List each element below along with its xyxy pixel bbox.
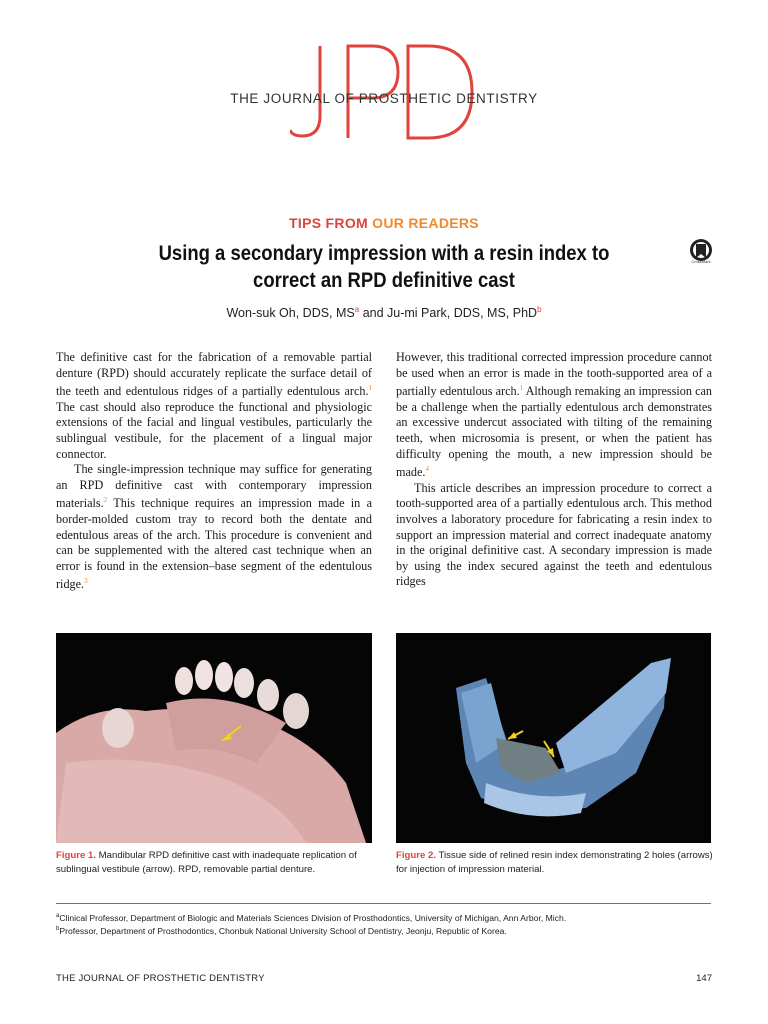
paragraph: This article describes an impression procedure to correct a tooth-supported area of a partially edentulous arch. This method involves a laboratory procedure for fabricating a resin index to support an impression material and correct inadequate anatomy in the original definitive cast. A secondary impression is made by using the index secured against the teeth and edentulous ridges xyxy=(396,480,712,589)
author-1-affiliation[interactable]: a xyxy=(354,305,360,314)
author-2: Ju-mi Park, DDS, MS, PhD xyxy=(387,306,538,321)
author-connector: and xyxy=(359,306,388,321)
journal-masthead xyxy=(0,38,768,148)
reference-link[interactable]: 2 xyxy=(103,496,108,505)
figure-2-label: Figure 2. xyxy=(396,850,436,861)
reference-link[interactable]: 4 xyxy=(425,465,429,474)
footnote-a: $^a$Clinical Professor, Department of Biologic and Materials Sciences Division of Prosthodontics, University of Michigan, Ann Arbor, Mich. xyxy=(56,912,567,923)
article-title: Using a secondary impression with a resin index to correct an RPD definitive cast xyxy=(158,242,610,292)
paragraph: The definitive cast for the fabrication of a removable partial denture (RPD) should accurately replicate the surface detail of the teeth and edentulous ridges of a partially edentulous arch.$^1$ The cast should also reproduce the functional and physiologic extensions of the facial and lingual vestibules, particularly the sublingual vestibule, for the placement of a lingual major connector. xyxy=(56,350,372,461)
page-number: 147 xyxy=(696,973,712,984)
reference-link[interactable]: 1 xyxy=(519,384,524,393)
author-2-affiliation[interactable]: b xyxy=(537,305,542,314)
figure-1-label: Figure 1. xyxy=(56,850,96,861)
section-tag xyxy=(0,215,768,231)
crossmark-label: CrossMark xyxy=(691,259,711,264)
section-tag-part2: OUR READERS xyxy=(372,215,479,231)
reference-link[interactable]: 3 xyxy=(84,577,88,586)
affiliation-footnotes xyxy=(56,911,716,938)
figure-2-caption: Figure 2. Tissue side of relined resin index demonstrating 2 holes (arrows) for injection of impression material. xyxy=(396,850,713,875)
body-column-left xyxy=(56,350,372,593)
footnote-divider xyxy=(56,903,711,904)
figure-1-caption: Figure 1. Mandibular RPD definitive cast with inadequate replication of sublingual vestibule (arrow). RPD, removable partial denture. xyxy=(56,850,357,875)
reference-link[interactable]: 1 xyxy=(368,384,372,393)
body-column-right xyxy=(396,350,712,590)
journal-title: THE JOURNAL OF PROSTHETIC DENTISTRY xyxy=(230,91,538,106)
footnote-b: $^b$Professor, Department of Prosthodontics, Chonbuk National University School of Dentistry, Jeonju, Republic of Korea. xyxy=(56,926,507,937)
section-tag-part1: TIPS FROM xyxy=(289,215,373,231)
author-line xyxy=(0,305,768,320)
figure-1-image xyxy=(56,633,372,843)
paragraph: The single-impression technique may suffice for generating an RPD definitive cast with contemporary impression materials.$^2$ This technique requires an impression made in a border-molded custom tray to record both the dentate and edentulous areas of the arch. This procedure is convenient and can be supplemented with the altered cast technique when an error is found in the extension–base segment of the edentulous ridge.$^3$ xyxy=(56,462,372,592)
author-1: Won-suk Oh, DDS, MS xyxy=(226,306,355,321)
figure-2-image xyxy=(396,633,711,843)
paragraph: However, this traditional corrected impression procedure cannot be used when an error is made in the tooth-supported area of a partially edentulous arch.$^1$ Although remaking an impression can be a challenge when the partially edentulous arch demonstrates an excessive undercut associated with tilting of the remaining teeth, when microsomia is present, or when the patient has difficulty opening the mouth, a new impression should be made.$^4$ xyxy=(396,350,712,480)
running-footer-journal: THE JOURNAL OF PROSTHETIC DENTISTRY xyxy=(56,973,265,984)
